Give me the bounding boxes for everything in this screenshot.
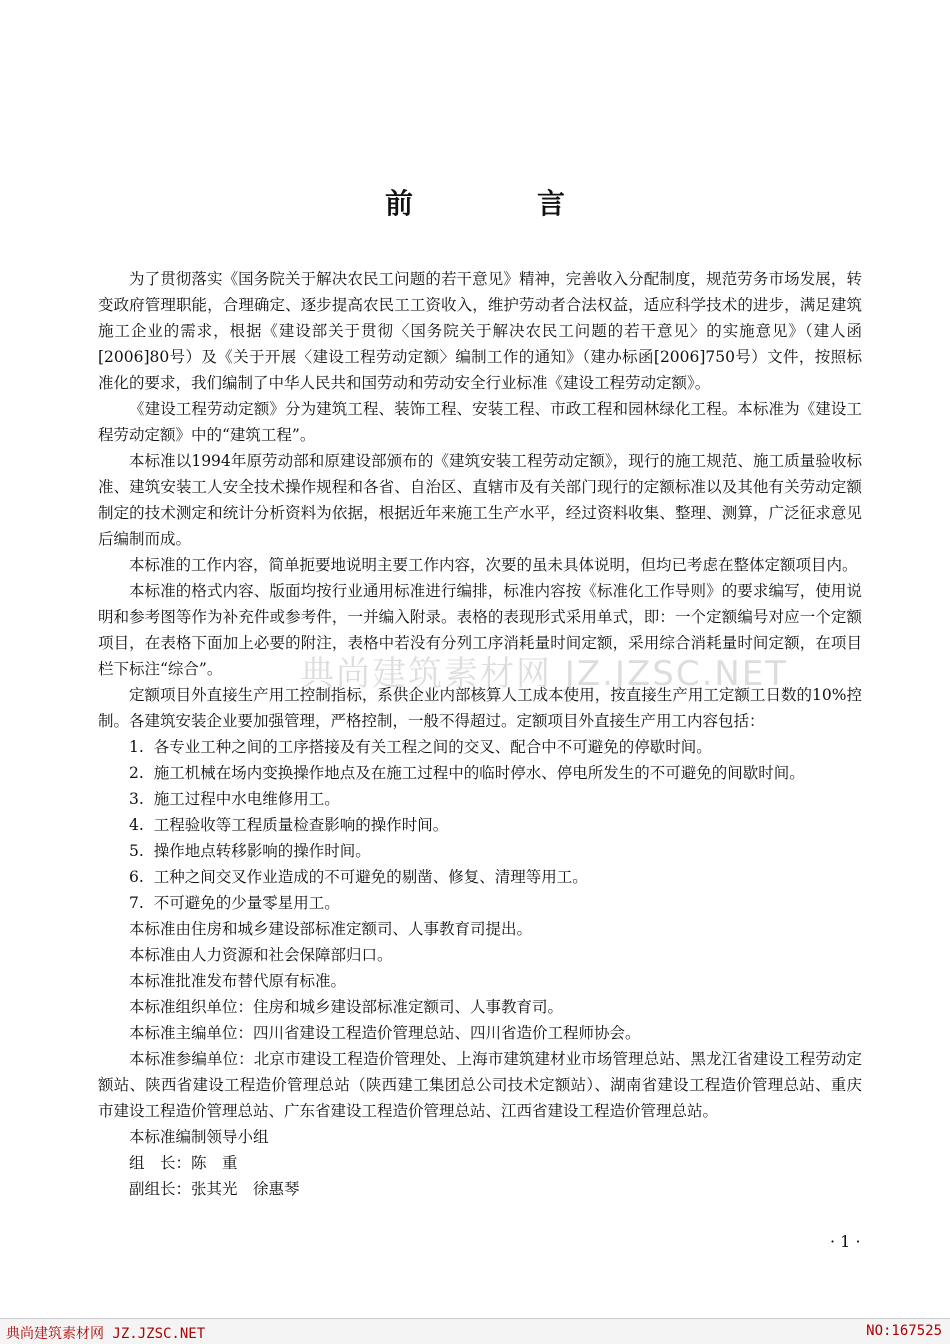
list-text: 不可避免的少量零星用工。 bbox=[153, 894, 340, 912]
chief-editor-line: 本标准主编单位：四川省建设工程造价管理总站、四川省造价工程师协会。 bbox=[129, 1024, 641, 1042]
proposer-line: 本标准由住房和城乡建设部标准定额司、人事教育司提出。 bbox=[129, 920, 533, 938]
list-item bbox=[98, 812, 862, 838]
list-number: 6. bbox=[129, 868, 144, 886]
participants-line: 本标准参编单位：北京市建设工程造价管理处、上海市建筑建材业市场管理总站、黑龙江省建设工程劳动定额站、陕西省建设工程造价管理总站（陕西建工集团总公司技术定额站）、湖南省建设工程造价管理总站、重庆市建设工程造价管理总站、广东省建设工程造价管理总站、江西省建设工程造价管理总站。 bbox=[98, 1050, 862, 1120]
list-item bbox=[98, 864, 862, 890]
leader-line: 组 长：陈 重 bbox=[129, 1154, 238, 1172]
list-text: 施工过程中水电维修用工。 bbox=[153, 790, 340, 808]
list-item bbox=[98, 734, 862, 760]
list-text: 各专业工种之间的工序搭接及有关工程之间的交叉、配合中不可避免的停歇时间。 bbox=[153, 738, 712, 756]
list-number: 2. bbox=[129, 764, 144, 782]
paragraph-format: 本标准的格式内容、版面均按行业通用标准进行编排，标准内容按《标准化工作导则》的要求编写，使用说明和参考图等作为补充件或参考件，一并编入附录。表格的表现形式采用单式，即：一个定额编号对应一个定额项目，在表格下面加上必要的附注，表格中若没有分列工序消耗量时间定额，采用综合消耗量时间定额，在项目栏下标注“综合”。 bbox=[98, 582, 862, 678]
list-number: 4. bbox=[129, 816, 144, 834]
paragraph-work-content: 本标准的工作内容，简单扼要地说明主要工作内容，次要的虽未具体说明，但均已考虑在整体定额项目内。 bbox=[129, 556, 858, 574]
document-body bbox=[98, 266, 862, 1202]
leaders-heading: 本标准编制领导小组 bbox=[129, 1128, 269, 1146]
organizer-line: 本标准组织单位：住房和城乡建设部标准定额司、人事教育司。 bbox=[129, 998, 564, 1016]
list-number: 5. bbox=[129, 842, 144, 860]
paragraph-control-index: 定额项目外直接生产用工控制指标，系供企业内部核算人工成本使用，按直接生产用工定额工日数的10%控制。各建筑安装企业要加强管理，严格控制，一般不得超过。定额项目外直接生产用工内容包括： bbox=[98, 686, 862, 730]
page-title: 前 言 bbox=[384, 187, 613, 220]
list-item bbox=[98, 890, 862, 916]
paragraph-basis: 本标准以1994年原劳动部和原建设部颁布的《建筑安装工程劳动定额》，现行的施工规范、施工质量验收标准、建筑安装工人安全技术操作规程和各省、自治区、直辖市及有关部门现行的定额标准以及其他有关劳动定额制定的技术测定和统计分析资料为依据，根据近年来施工生产水平，经过资料收集、整理、测算，广泛征求意见后编制而成。 bbox=[98, 452, 862, 548]
deputy-leader-line: 副组长：张其光 徐惠琴 bbox=[129, 1180, 300, 1198]
labor-content-list bbox=[98, 734, 862, 916]
list-number: 3. bbox=[129, 790, 144, 808]
watermark: 典尚建筑素材网 JZ.JZSC.NET bbox=[300, 654, 789, 694]
list-item bbox=[98, 786, 862, 812]
list-item bbox=[98, 760, 862, 786]
list-text: 操作地点转移影响的操作时间。 bbox=[153, 842, 371, 860]
footer-id-label: NO:167525 bbox=[866, 1323, 942, 1339]
list-text: 施工机械在场内变换操作地点及在施工过程中的临时停水、停电所发生的不可避免的间歇时间。 bbox=[153, 764, 805, 782]
paragraph-purpose: 为了贯彻落实《国务院关于解决农民工问题的若干意见》精神，完善收入分配制度，规范劳务市场发展，转变政府管理职能，合理确定、逐步提高农民工工资收入，维护劳动者合法权益，适应科学技术的进步，满足建筑施工企业的需求，根据《建设部关于贯彻〈国务院关于解决农民工问题的若干意见〉的实施意见》（建人函[2006]80号）及《关于开展〈建设工程劳动定额〉编制工作的通知》（建办标函[2006]750号）文件，按照标准化的要求，我们编制了中华人民共和国劳动和劳动安全行业标准《建设工程劳动定额》。 bbox=[98, 270, 862, 392]
list-text: 工程验收等工程质量检查影响的操作时间。 bbox=[153, 816, 449, 834]
footer-bar bbox=[0, 1318, 950, 1344]
management-line: 本标准由人力资源和社会保障部归口。 bbox=[129, 946, 393, 964]
footer-site-label[interactable]: 典尚建筑素材网 JZ.JZSC.NET bbox=[6, 1326, 206, 1342]
page-number: · 1 · bbox=[830, 1232, 861, 1251]
list-number: 7. bbox=[129, 894, 144, 912]
replacement-line: 本标准批准发布替代原有标准。 bbox=[129, 972, 347, 990]
list-number: 1. bbox=[129, 738, 144, 756]
list-item bbox=[98, 838, 862, 864]
list-text: 工种之间交叉作业造成的不可避免的剔凿、修复、清理等用工。 bbox=[153, 868, 588, 886]
paragraph-scope: 《建设工程劳动定额》分为建筑工程、装饰工程、安装工程、市政工程和园林绿化工程。本标准为《建设工程劳动定额》中的“建筑工程”。 bbox=[98, 400, 862, 444]
